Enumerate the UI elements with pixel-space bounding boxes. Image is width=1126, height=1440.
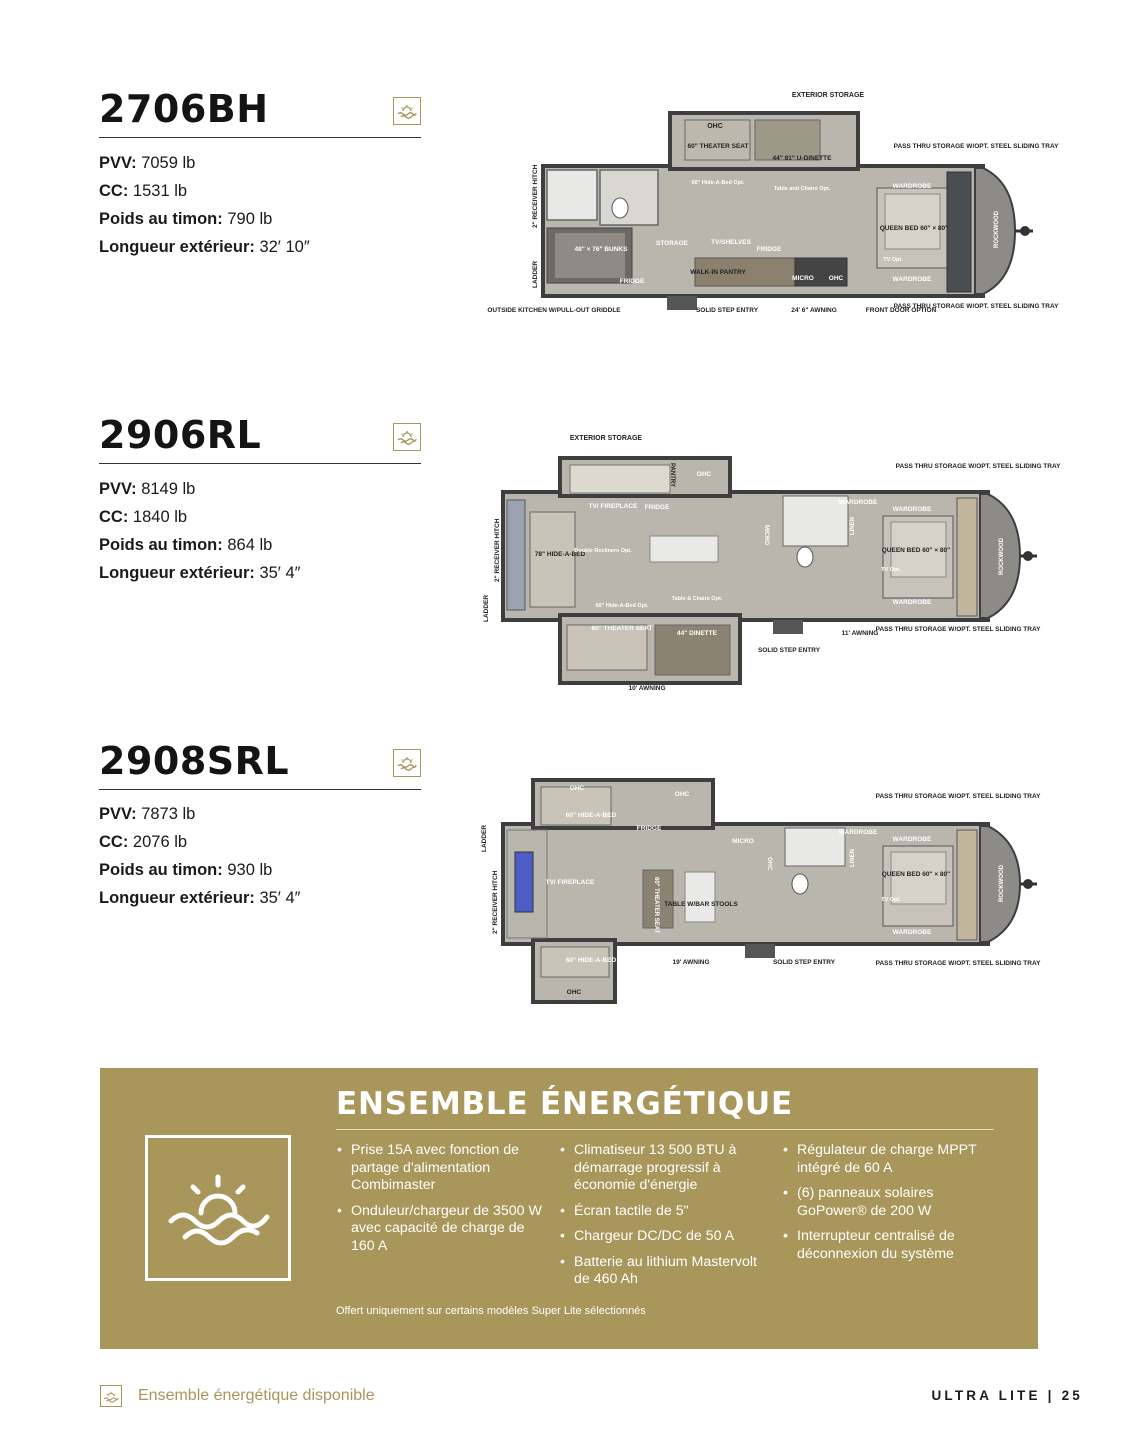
label-fridge: FRIDGE [756,246,782,253]
spec-hitch-weight: Poids au timon: 790 lb [99,210,273,228]
label-receiver-hitch: 2" RECEIVER HITCH [532,164,539,228]
label-awning: 19' AWNING [672,959,710,966]
footer-legend [100,1385,375,1407]
label-awning-11: 11' AWNING [841,630,879,637]
model-title: 2908SRL [99,739,290,783]
title-rule [99,789,421,790]
label-fridge: FRIDGE [644,504,670,511]
label-wardrobe-left: WARDROBE [838,499,878,506]
label-ohc-bottom: OHC [566,989,582,996]
label-hide-a-bed: 60" Hide-A-Bed Opt. [691,180,745,186]
energy-package-emblem [145,1135,291,1281]
spec-cc: CC: 1531 lb [99,182,188,200]
label-u-dinette: 44" 81" U-DINETTE [772,155,832,162]
label-wardrobe-left: WARDROBE [838,829,878,836]
title-rule [99,463,421,464]
label-theater-seat: 60" THEATER SEAT [687,143,749,150]
spec-hitch-weight: Poids au timon: 930 lb [99,861,273,879]
label-fridge-bunk: FRIDGE [619,278,645,285]
spec-list [99,475,301,587]
label-pass-thru-bottom: PASS THRU STORAGE W/OPT. STEEL SLIDING TRAY [875,960,1041,967]
label-dinette: 44" DINETTE [677,630,717,637]
label-linen: LINEN [850,517,856,535]
label-front-door: FRONT DOOR OPTION [865,307,937,314]
model-2706bh [99,87,421,270]
label-bunks: 48" × 76" BUNKS [574,246,628,253]
label-hide-a-bed-top: 60" HIDE-A-BED [565,812,617,819]
spec-pvv: PVV: 7059 lb [99,154,196,172]
floorplan-2908srl [475,772,1045,1012]
sun-wave-icon [103,1391,119,1402]
label-queen-bed: QUEEN BED 60" × 80" [881,871,951,878]
label-pantry: PANTRY [669,463,675,487]
feature-list-col-1 [336,1142,546,1263]
energy-package-badge [393,423,421,451]
spec-list [99,800,301,912]
label-table-chairs: Table & Chairs Opt. [671,596,723,602]
label-hide-a-bed-opt: 60" Hide-A-Bed Opt. [595,603,649,609]
sun-wave-icon [397,104,417,118]
label-theater-seat: 60" THEATER SEAT [653,877,659,934]
label-awning: 24' 6" AWNING [791,307,837,314]
label-hide-a-bed-bottom: 60" HIDE-A-BED [565,957,617,964]
feature-item: • Climatiseur 13 500 BTU à démarrage progressif à économie d'énergie [559,1142,771,1195]
title-rule [99,137,421,138]
label-ladder: LADDER [483,594,490,622]
feature-item: • Batterie au lithium Mastervolt de 460 Ah [559,1254,771,1289]
spec-length: Longueur extérieur: 35′ 4″ [99,564,301,582]
spec-hitch-weight: Poids au timon: 864 lb [99,536,273,554]
feature-item: • Prise 15A avec fonction de partage d'alimentation Combimaster [336,1142,546,1195]
energy-package-badge [393,97,421,125]
label-ladder: LADDER [532,260,539,288]
label-pass-thru-bottom: PASS THRU STORAGE W/OPT. STEEL SLIDING TRAY [875,626,1041,633]
model-title: 2906RL [99,413,262,457]
energy-package-panel [100,1068,1038,1349]
page-number: ULTRA LITE | 25 [931,1388,1083,1403]
brand-logo: ROCKWOOD [994,211,1000,248]
label-storage: STORAGE [655,240,689,247]
label-pass-thru-top: PASS THRU STORAGE W/OPT. STEEL SLIDING TRAY [895,463,1061,470]
label-ohc-kitchen: OHC [828,275,844,282]
label-awning-10: 10' AWNING [628,685,666,692]
model-title: 2706BH [99,87,269,131]
label-tv-fireplace: TV/ FIREPLACE [588,503,638,510]
label-tv-opt: TV Opt. [881,897,901,903]
label-queen-bed: QUEEN BED 60" × 80" [879,225,949,232]
label-ohc-kitchen: OHC [674,791,690,798]
label-receiver-hitch: 2" RECEIVER HITCH [492,870,499,934]
floorplan-2906rl [475,430,1061,695]
spec-cc: CC: 1840 lb [99,508,188,526]
label-pass-thru-top: PASS THRU STORAGE W/OPT. STEEL SLIDING TRAY [875,793,1041,800]
spec-cc: CC: 2076 lb [99,833,188,851]
label-micro: MICRO [763,525,769,545]
energy-package-badge [393,749,421,777]
sun-wave-icon [163,1173,273,1243]
spec-length: Longueur extérieur: 32′ 10″ [99,238,310,256]
spec-pvv: PVV: 7873 lb [99,805,196,823]
label-tv-shelves: TV/SHELVES [711,239,751,246]
brand-logo: ROCKWOOD [999,865,1005,902]
label-micro: MICRO [792,275,814,282]
feature-list-col-2 [559,1142,771,1297]
feature-item: • Chargeur DC/DC de 50 A [559,1228,771,1246]
spec-list [99,149,310,261]
footer-legend-text: Ensemble énergétique disponible [138,1387,375,1404]
sun-wave-icon [397,430,417,444]
model-2908srl [99,739,421,922]
label-micro: MICRO [732,838,754,845]
feature-item: • Onduleur/chargeur de 3500 W avec capacité de charge de 160 A [336,1203,546,1256]
label-ladder: LADDER [481,824,488,852]
sun-wave-icon [397,756,417,770]
label-walk-in-pantry: WALK-IN PANTRY [690,269,746,276]
label-exterior-storage: EXTERIOR STORAGE [791,92,865,99]
label-solid-step: SOLID STEP ENTRY [695,307,759,314]
feature-list-col-3 [782,1142,992,1271]
model-2906rl [99,413,421,596]
energy-package-title: ENSEMBLE ÉNERGÉTIQUE [336,1086,793,1122]
label-tv-opt: TV Opt. [881,567,901,573]
label-hide-a-bed-78: 78" HIDE-A-BED [534,551,586,558]
label-ohc-bath: OHC [766,857,772,871]
brand-logo: ROCKWOOD [999,538,1005,575]
label-wardrobe-bottom: WARDROBE [892,276,932,283]
label-wardrobe-top: WARDROBE [892,506,932,513]
label-linen: LINEN [850,849,856,867]
label-wardrobe-top: WARDROBE [892,183,932,190]
energy-title-rule [336,1129,994,1130]
label-queen-bed: QUEEN BED 60" × 80" [881,547,951,554]
feature-item: • Interrupteur centralisé de déconnexion du système [782,1228,992,1263]
label-ohc: OHC [696,471,712,478]
feature-item: • Écran tactile de 5" [559,1203,771,1221]
label-ohc-top: OHC [569,785,585,792]
label-table-stools: TABLE W/BAR STOOLS [664,901,738,908]
energy-package-note: Offert uniquement sur certains modèles Super Lite sélectionnés [336,1305,646,1317]
label-pass-thru-top: PASS THRU STORAGE W/OPT. STEEL SLIDING TRAY [893,143,1059,150]
label-wardrobe-top: WARDROBE [892,836,932,843]
label-solid-step: SOLID STEP ENTRY [757,647,821,654]
feature-item: • Régulateur de charge MPPT intégré de 60 A [782,1142,992,1177]
label-exterior-storage: EXTERIOR STORAGE [569,435,643,442]
label-receiver-hitch: 2" RECEIVER HITCH [494,518,501,582]
label-wardrobe-bottom: WARDROBE [892,599,932,606]
label-tv-fireplace: TV/ FIREPLACE [545,879,595,886]
label-table-chairs: Table and Chairs Opt. [773,186,831,192]
label-wardrobe-bottom: WARDROBE [892,929,932,936]
label-tv-opt: TV Opt. [883,257,903,263]
label-solid-step: SOLID STEP ENTRY [772,959,836,966]
label-fridge: FRIDGE [636,825,662,832]
label-ohc: OHC [707,123,723,130]
feature-item: • (6) panneaux solaires GoPower® de 200 W [782,1185,992,1220]
label-outside-kitchen: OUTSIDE KITCHEN W/PULL-OUT GRIDDLE [487,307,621,314]
label-double-recliners: Double Recliners Opt. [574,548,632,554]
spec-pvv: PVV: 8149 lb [99,480,196,498]
energy-package-badge [100,1385,122,1407]
spec-length: Longueur extérieur: 35′ 4″ [99,889,301,907]
floorplan-2706bh [487,88,1059,338]
label-theater-seat: 60" THEATER SEAT [591,625,653,632]
label-pass-thru-bottom: PASS THRU STORAGE W/OPT. STEEL SLIDING TRAY [893,303,1059,310]
